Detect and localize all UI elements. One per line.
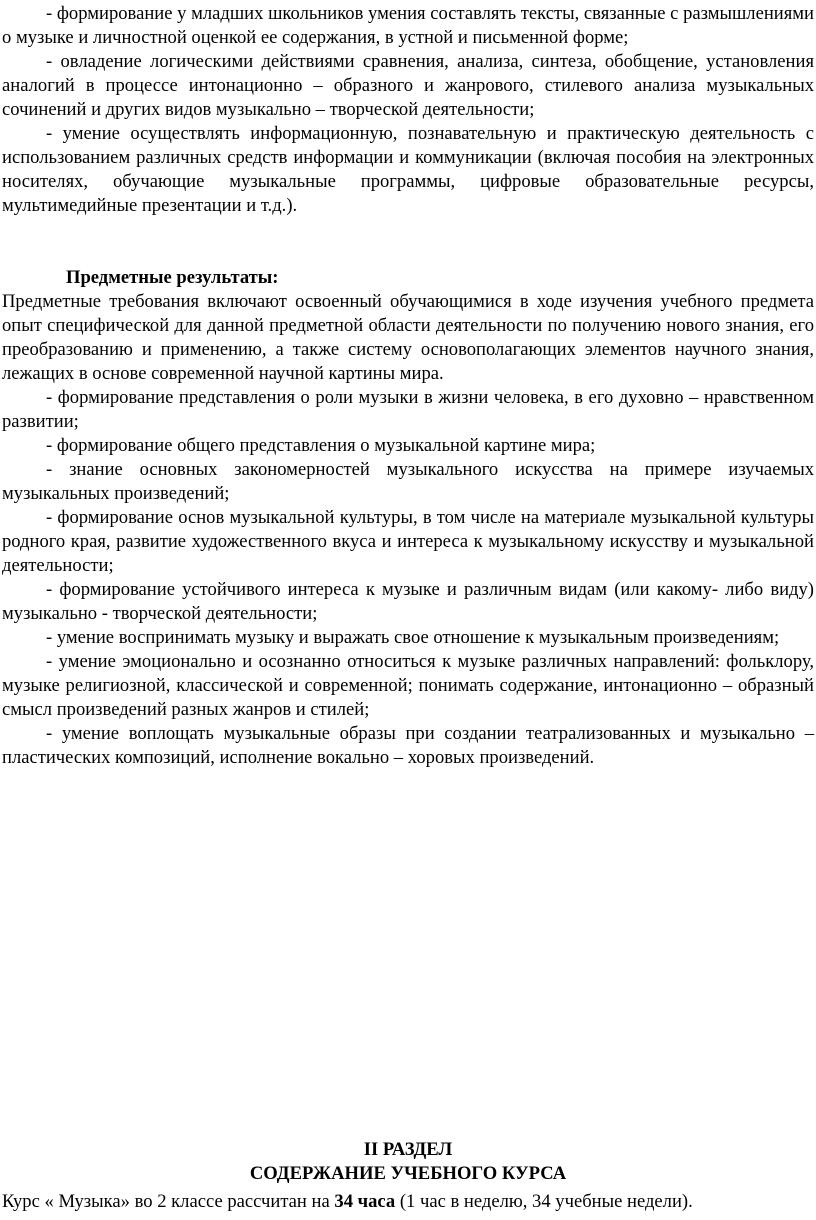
intro-item: - овладение логическими действиями сравнения, анализа, синтеза, обобщение, установления аналогий в процессе интонационно – образного и жанрового, стилевого анализа музыкальных сочинений и других видов музыкально – творческой деятельности; bbox=[2, 51, 814, 120]
subject-result-item: - умение эмоционально и осознанно относиться к музыке различных направлений: фольклору, музыке религиозной, классической и современной; понимать содержание, интонационно – образный смысл произведений разных жанров и стилей; bbox=[2, 651, 814, 720]
intro-item: - формирование у младших школьников умения составлять тексты, связанные с размышлениями о музыке и личностной оценкой ее содержания, в устной и письменной форме; bbox=[2, 3, 814, 48]
subject-results-block bbox=[2, 266, 814, 770]
subject-result-item: - формирование общего представления о музыкальной картине мира; bbox=[46, 435, 596, 456]
subject-result-item: - умение воплощать музыкальные образы при создании театрализованных и музыкально – пластических композиций, исполнение вокально – хоровых произведений. bbox=[2, 723, 814, 768]
subject-result-item: - формирование представления о роли музыки в жизни человека, в его духовно – нравственном развитии; bbox=[2, 387, 814, 432]
course-prefix: Курс « Музыка» во 2 классе рассчитан на bbox=[2, 1191, 335, 1212]
intro-item: - умение осуществлять информационную, познавательную и практическую деятельность с использованием различных средств информации и коммуникации (включая пособия на электронных носителях, обучающие музыкальные программы, цифровые образовательные ресурсы, мультимедийные презентации и т.д.). bbox=[2, 123, 814, 216]
subject-result-item: - умение воспринимать музыку и выражать свое отношение к музыкальным произведениям; bbox=[46, 627, 780, 648]
subject-results-intro: Предметные требования включают освоенный обучающимися в ходе изучения учебного предмета опыт специфической для данной предметной области деятельности по получению нового знания, его преобразованию и применению, а также систему основополагающих элементов научного знания, лежащих в основе современной научной картины мира. bbox=[2, 291, 814, 384]
course-suffix: (1 час в неделю, 34 учебные недели). bbox=[395, 1191, 693, 1212]
intro-items-block bbox=[2, 2, 814, 218]
section-number: II РАЗДЕЛ bbox=[363, 1139, 453, 1160]
section-title: СОДЕРЖАНИЕ УЧЕБНОГО КУРСА bbox=[249, 1163, 567, 1184]
course-hours: 34 часа bbox=[334, 1191, 396, 1212]
subject-result-item: - формирование устойчивого интереса к музыке и различным видам (или какому- либо виду) музыкально - творческой деятельности; bbox=[2, 579, 814, 624]
subject-result-item: - знание основных закономерностей музыкального искусства на примере изучаемых музыкальных произведений; bbox=[2, 459, 814, 504]
subject-result-item: - формирование основ музыкальной культуры, в том числе на материале музыкальной культуры родного края, развитие художественного вкуса и интереса к музыкальному искусству и музыкальной деятельности; bbox=[2, 507, 814, 576]
course-description bbox=[2, 1190, 814, 1214]
subject-results-heading: Предметные результаты: bbox=[66, 267, 279, 288]
